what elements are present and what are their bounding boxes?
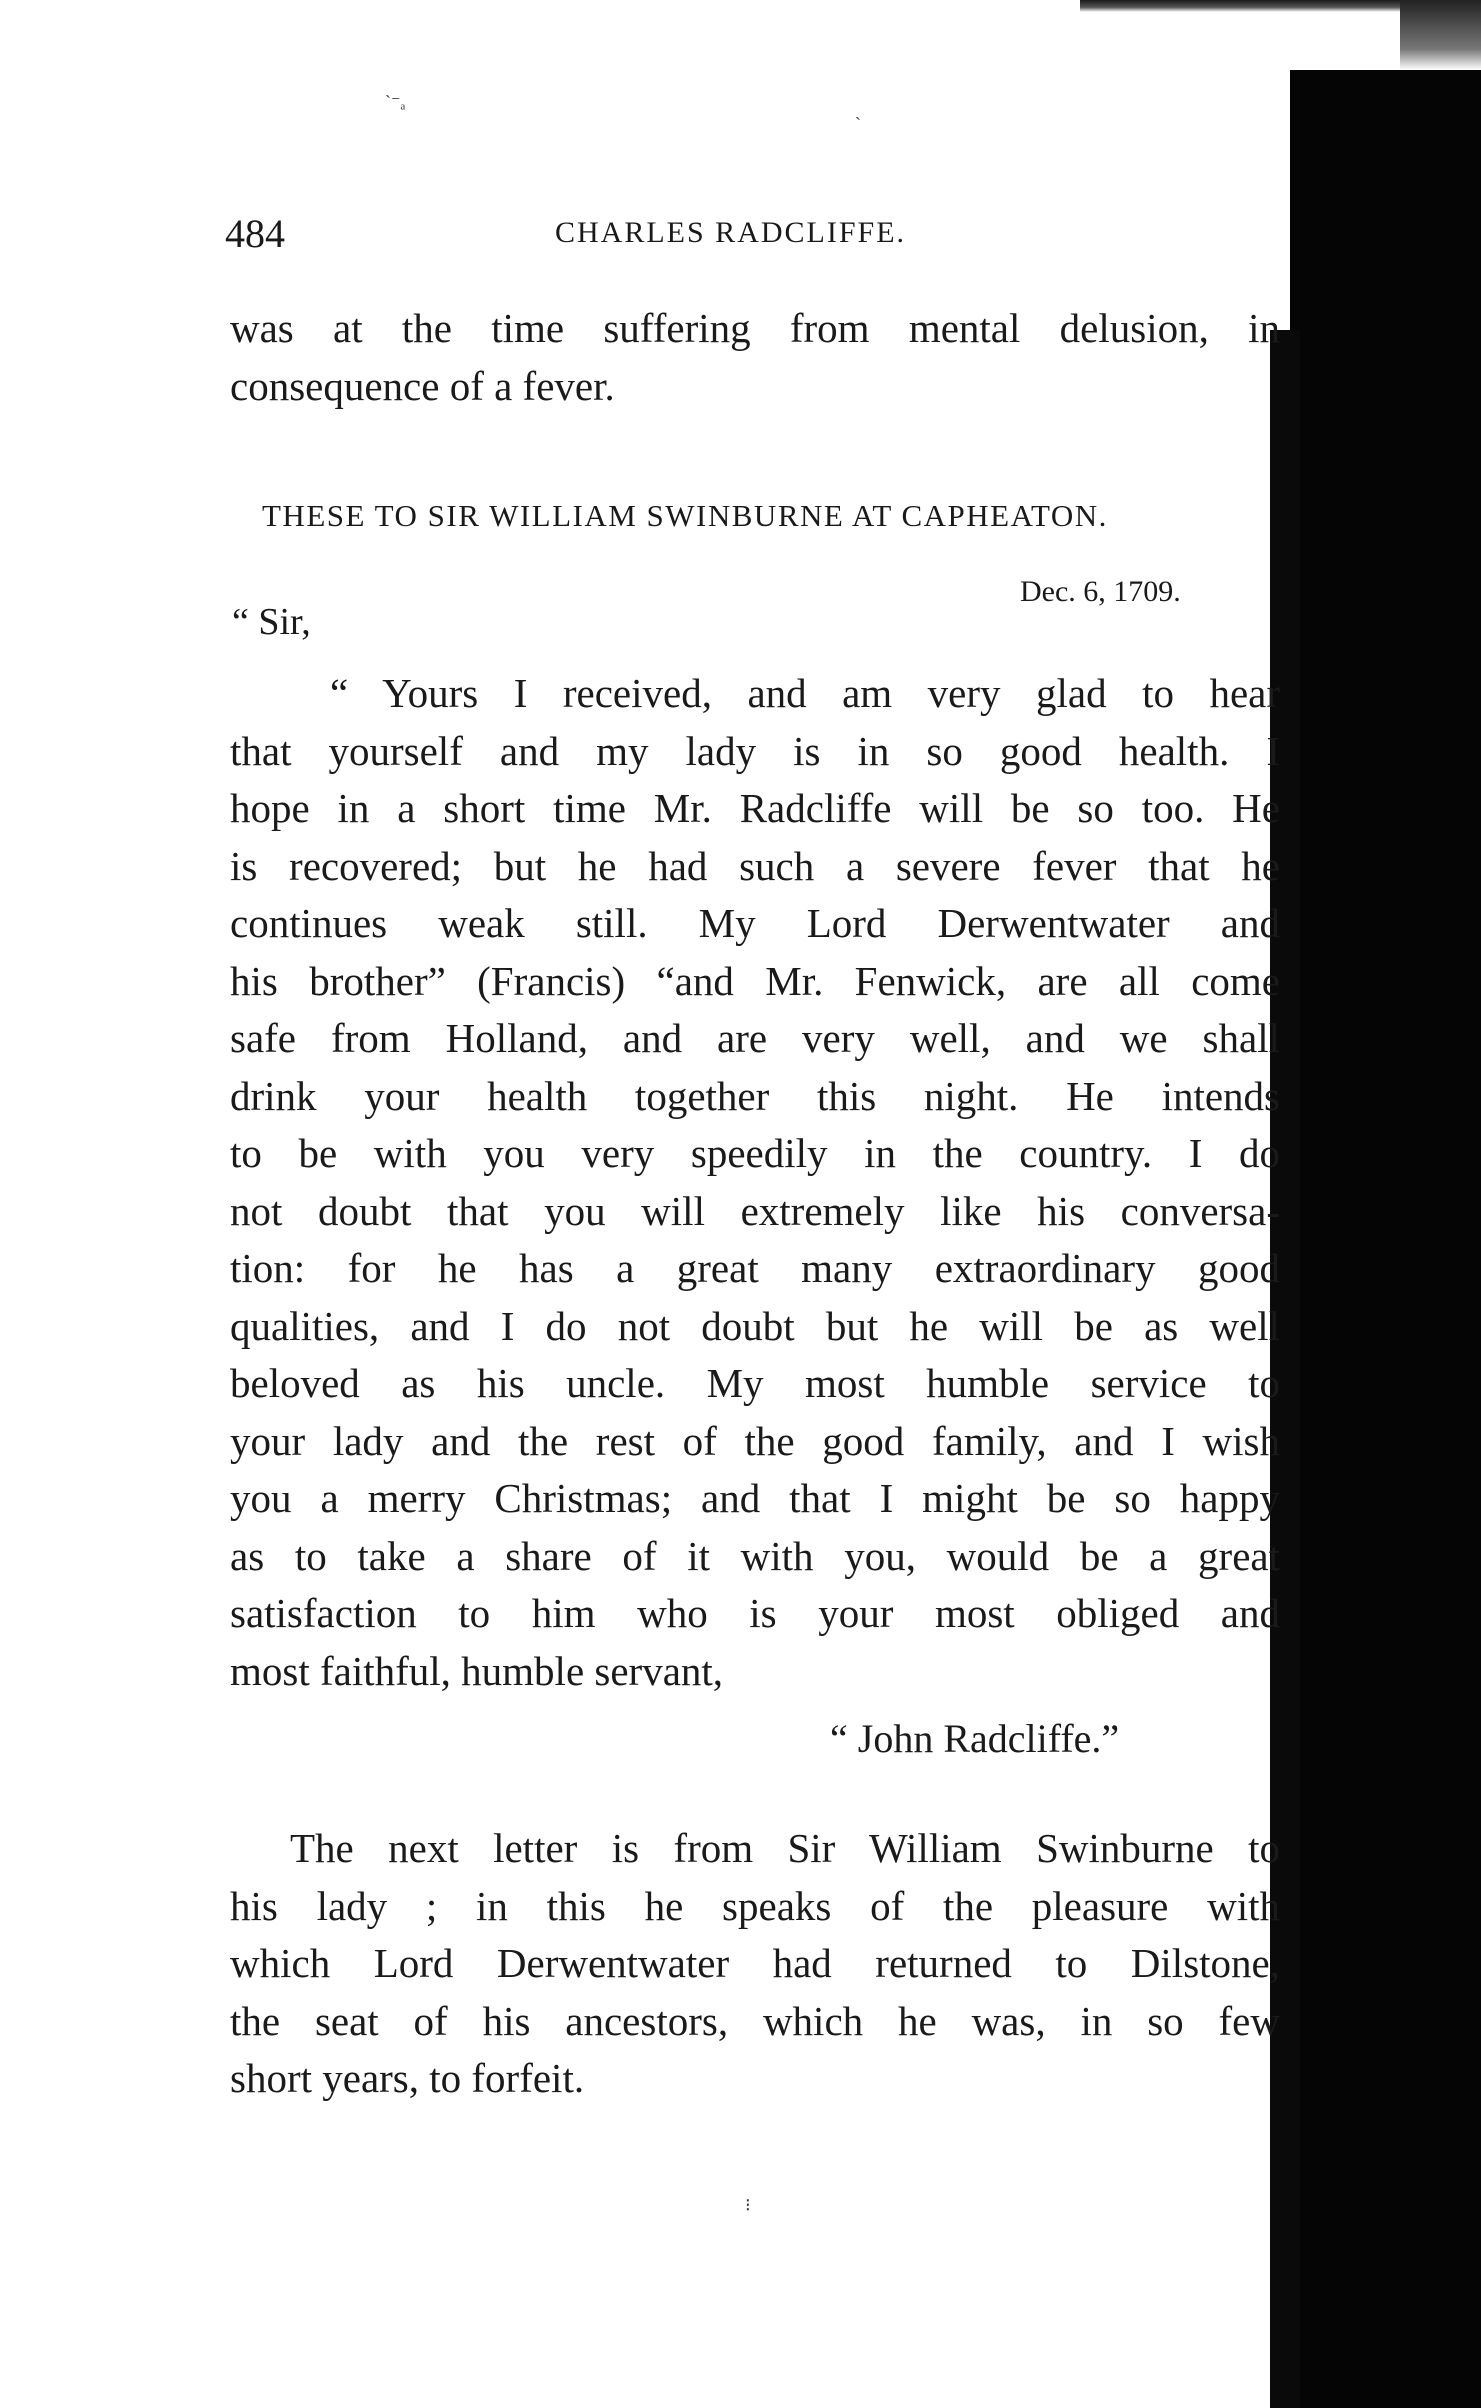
letter-date: Dec. 6, 1709.: [1020, 575, 1181, 608]
text-line: his lady ; in this he speaks of the pleasure with: [230, 1882, 1280, 1929]
scan-speck: ˋ⁻ₐ: [385, 92, 406, 112]
text-line: to be with you very speedily in the country. I do: [230, 1130, 1280, 1176]
text-line: qualities, and I do not doubt but he will be as well: [230, 1302, 1280, 1349]
text-line: beloved as his uncle. My most humble service to: [230, 1360, 1280, 1406]
text-line: continues weak still. My Lord Derwentwater and: [230, 900, 1280, 946]
text-line: hope in a short time Mr. Radcliffe will be so too. He: [230, 785, 1280, 831]
text-line: his brother” (Francis) “and Mr. Fenwick, are all come: [230, 957, 1280, 1004]
letter-salutation: “ Sir,: [232, 601, 311, 643]
text-line: The next letter is from Sir William Swinburne to: [290, 1825, 1280, 1871]
text-line: safe from Holland, and are very well, and we shall: [230, 1015, 1280, 1061]
text-line: consequence of a fever.: [230, 362, 615, 409]
text-line: short years, to forfeit.: [230, 2055, 585, 2101]
scan-dark-margin: [1290, 70, 1481, 2408]
text-line: was at the time suffering from mental delusion, in: [230, 305, 1280, 351]
text-line: as to take a share of it with you, would be a great: [230, 1532, 1280, 1579]
text-line: tion: for he has a great many extraordinary good: [230, 1245, 1280, 1291]
text-line: not doubt that you will extremely like his conversa-: [230, 1187, 1280, 1234]
text-line: satisfaction to him who is your most obliged and: [230, 1590, 1280, 1636]
scan-speck: ˏ: [855, 100, 861, 120]
text-line: the seat of his ancestors, which he was, in so few: [230, 1997, 1280, 2044]
text-line: “ Yours I received, and am very glad to hear: [330, 670, 1280, 716]
text-line: that yourself and my lady is in so good health. I: [230, 727, 1280, 774]
text-line: which Lord Derwentwater had returned to Dilstone,: [230, 1940, 1280, 1986]
scan-edge-corner: [1400, 0, 1481, 70]
text-line: drink your health together this night. He intends: [230, 1072, 1280, 1119]
intro-paragraph: [230, 300, 1280, 415]
running-head: CHARLES RADCLIFFE.: [555, 216, 907, 249]
scan-speck: ⁝: [745, 2195, 751, 2215]
text-line: your lady and the rest of the good family, and I wish: [230, 1417, 1280, 1464]
page-header: [225, 210, 1275, 270]
letter-body: [230, 665, 1280, 1700]
letter-heading: THESE TO SIR WILLIAM SWINBURNE AT CAPHEATON.: [262, 498, 1108, 533]
page-number: 484: [225, 211, 285, 256]
letter-signature: “ John Radcliffe.”: [830, 1716, 1120, 1761]
text-line: most faithful, humble servant,: [230, 1647, 724, 1694]
text-line: is recovered; but he had such a severe fever that he: [230, 842, 1280, 889]
closing-paragraph: [230, 1820, 1280, 2108]
text-line: you a merry Christmas; and that I might be so happy: [230, 1475, 1280, 1521]
